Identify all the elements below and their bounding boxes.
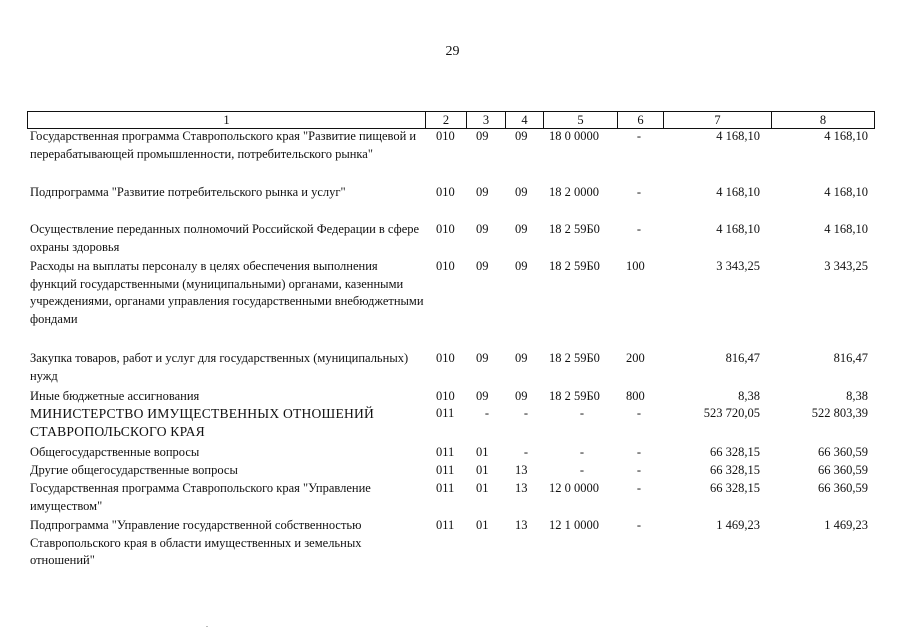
row-c6: - [636,129,642,143]
row-name: Закупка товаров, работ и услуг для государственных (муниципальных) нужд [30,351,409,383]
row-c2: 010 [436,351,455,365]
header-col-1: 1 [28,112,426,128]
row-name: Государственная программа Ставропольского края "Развитие пищевой и перерабатывающей промышленности, потребительского рынка" [30,129,417,161]
row-c3: 09 [476,389,489,403]
row-c3: 01 [476,518,489,532]
row-c2: 011 [436,463,455,477]
row-c2: 010 [436,389,455,403]
header-col-2: 2 [426,112,467,128]
row-c2: 011 [436,481,455,495]
row-c7: 66 328,15 [710,445,760,459]
row-c8: 66 360,59 [818,445,868,459]
row-c6: - [636,185,642,199]
row-c5: 18 2 59Б0 [549,222,600,236]
row-c4: 09 [515,222,528,236]
row-c7: 4 168,10 [716,222,760,236]
row-c6: - [636,445,642,459]
row-c7: 8,38 [738,389,760,403]
row-c3: 09 [476,185,489,199]
row-c5: 18 2 0000 [549,185,599,199]
row-c5: 12 1 0000 [549,518,599,532]
row-name: Осуществление переданных полномочий Российской Федерации в сфере охраны здоровья [30,222,420,254]
row-c7: 4 168,10 [716,129,760,143]
row-c8: 522 803,39 [811,406,868,420]
row-c6: - [636,222,642,236]
row-c3: 01 [476,445,489,459]
page-number: 29 [445,44,460,59]
row-c6: - [636,481,642,495]
row-c6: - [636,518,642,532]
header-col-5: 5 [544,112,618,128]
row-c8: 8,38 [846,389,868,403]
row-c4: 13 [515,481,528,495]
row-name: Подпрограмма "Развитие потребительского рынка и услуг" [30,185,346,199]
row-c8: 816,47 [833,351,868,365]
row-c8: 4 168,10 [824,129,868,143]
row-c8: 1 469,23 [824,518,868,532]
row-c3: - [484,406,490,420]
row-c5: 18 2 59Б0 [549,259,600,273]
header-col-6: 6 [618,112,664,128]
row-c5: - [579,445,585,459]
row-c2: 011 [436,406,455,420]
row-c3: 09 [476,351,489,365]
row-c2: 011 [436,445,455,459]
row-c7: 816,47 [725,351,760,365]
row-c7: 66 328,15 [710,463,760,477]
row-c4: 09 [515,351,528,365]
row-c2: 010 [436,129,455,143]
row-c6: - [636,406,642,420]
row-c5: 18 0 0000 [549,129,599,143]
row-name: МИНИСТЕРСТВО ИМУЩЕСТВЕННЫХ ОТНОШЕНИЙ СТАВРОПОЛЬСКОГО КРАЯ [30,406,375,439]
row-c2: 010 [436,222,455,236]
row-c7: 3 343,25 [716,259,760,273]
header-col-3: 3 [467,112,506,128]
row-name: Государственная программа Ставропольского края "Управление имуществом" [30,481,371,513]
row-c7: 1 469,23 [716,518,760,532]
row-name: Общегосударственные вопросы [30,445,200,459]
row-c6: 800 [626,389,645,403]
row-c3: 09 [476,222,489,236]
table-header [27,111,875,129]
row-c8: 3 343,25 [824,259,868,273]
row-c2: 010 [436,185,455,199]
row-c8: 4 168,10 [824,185,868,199]
row-c6: 200 [626,351,645,365]
row-c4: 09 [515,185,528,199]
row-name: Иные бюджетные ассигнования [30,389,200,403]
row-c3: 09 [476,259,489,273]
header-col-8: 8 [819,113,827,127]
header-col-7: 7 [664,112,772,128]
row-c3: 09 [476,129,489,143]
row-c6: - [636,463,642,477]
row-c5: 12 0 0000 [549,481,599,495]
scan-speck [206,626,208,627]
row-c7: 523 720,05 [703,406,760,420]
row-name: Другие общегосударственные вопросы [30,463,238,477]
header-col-4: 4 [506,112,544,128]
row-c3: 01 [476,463,489,477]
row-c4: 09 [515,389,528,403]
row-c2: 011 [436,518,455,532]
row-c8: 4 168,10 [824,222,868,236]
row-c3: 01 [476,481,489,495]
row-c5: 18 2 59Б0 [549,389,600,403]
row-name: Подпрограмма "Управление государственной собственностью Ставропольского края в области имущественных и земельных отношений" [30,518,362,568]
row-c4: 09 [515,129,528,143]
row-c4: 13 [515,518,528,532]
row-c6: 100 [626,259,645,273]
row-c8: 66 360,59 [818,463,868,477]
row-c5: - [579,463,585,477]
row-c7: 66 328,15 [710,481,760,495]
row-c4: - [523,445,529,459]
row-c5: 18 2 59Б0 [549,351,600,365]
row-c7: 4 168,10 [716,185,760,199]
row-c5: - [579,406,585,420]
row-c4: 13 [515,463,528,477]
row-c8: 66 360,59 [818,481,868,495]
row-name: Расходы на выплаты персоналу в целях обеспечения выполнения функций государственными (муниципальными) органами, казенными учреждениями, органами управления государственными внебюджетными фондами [30,259,424,326]
row-c4: 09 [515,259,528,273]
row-c2: 010 [436,259,455,273]
row-c4: - [523,406,529,420]
